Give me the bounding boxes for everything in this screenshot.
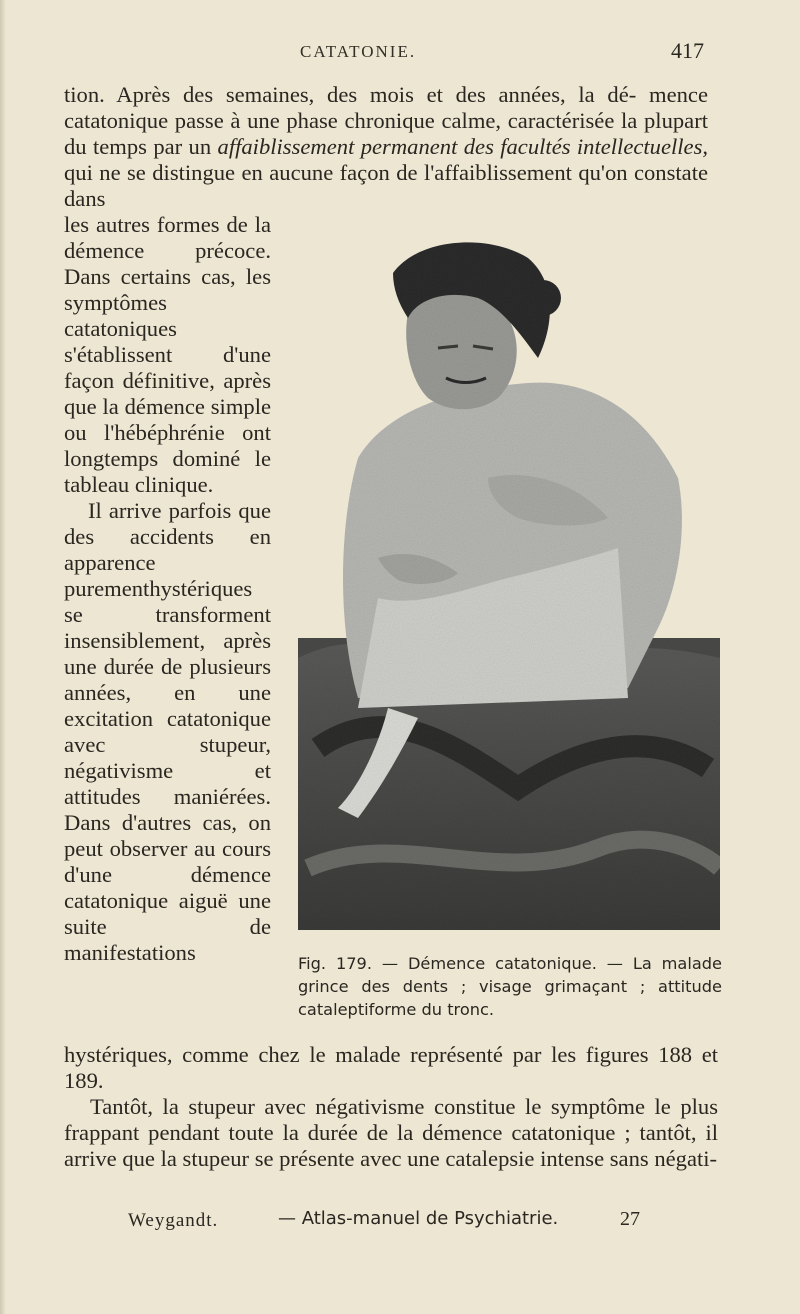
italic-phrase-2: permanent des facultés intellectuelles, [360, 134, 709, 159]
figure-photo [298, 228, 720, 930]
continued-paragraph: hystériques, comme chez le malade représenté par les figures 188 et 189. [64, 1042, 718, 1093]
footer-signature: 27 [620, 1208, 640, 1230]
side-paragraph-1: les autres formes de la démence précoce. Dans certains cas, les symptômes catatoniques s'établissent d'une façon définitive, après que la démence simple ou l'hébéphrénie ont longtemps dominé le tableau clinique. [64, 212, 271, 497]
footer-author: Weygandt. [128, 1210, 219, 1231]
side-paragraph-2: Il arrive parfois que des accidents en apparence purementhystériques se transforment insensiblement, après une durée de plusieurs années, en une excitation catatonique avec stupeur, négativisme et attitudes maniérées. Dans d'autres cas, on peut observer au cours d'une démence catatonique aiguë une suite de manifestations [64, 498, 271, 965]
top-paragraph [64, 82, 708, 212]
line-6: en aucune façon de l'affaiblissement qu'on constate dans [64, 160, 709, 211]
patient-photo [298, 228, 720, 930]
footer-title: — Atlas-manuel de Psychiatrie. [278, 1208, 559, 1229]
last-paragraph: Tantôt, la stupeur avec négativisme constitue le symptôme le plus frappant pendant toute la durée de la démence catatonique ; tantôt, il arrive que la stupeur se présente avec une catalepsie intense sans négati- [64, 1094, 718, 1171]
running-title: CATATONIE. [300, 42, 417, 61]
line-3: caractérisée la plupart du temps par un [64, 108, 708, 159]
page-edge [0, 0, 6, 1314]
figure-caption: Fig. 179. — Démence catatonique. — La malade grince des dents ; visage grimaçant ; attitude cataleptiforme du tronc. [298, 954, 722, 1019]
line-1: tion. Après des semaines, des mois et des années, la dé- [64, 82, 637, 107]
bottom-text [64, 1042, 718, 1172]
line-2: mence catatonique passe à une phase chronique calme, [64, 82, 708, 133]
line-5-end: qui ne se distingue [64, 160, 236, 185]
italic-phrase-1: affaiblissement [217, 134, 355, 159]
side-column [64, 212, 271, 966]
page-number: 417 [671, 38, 704, 63]
